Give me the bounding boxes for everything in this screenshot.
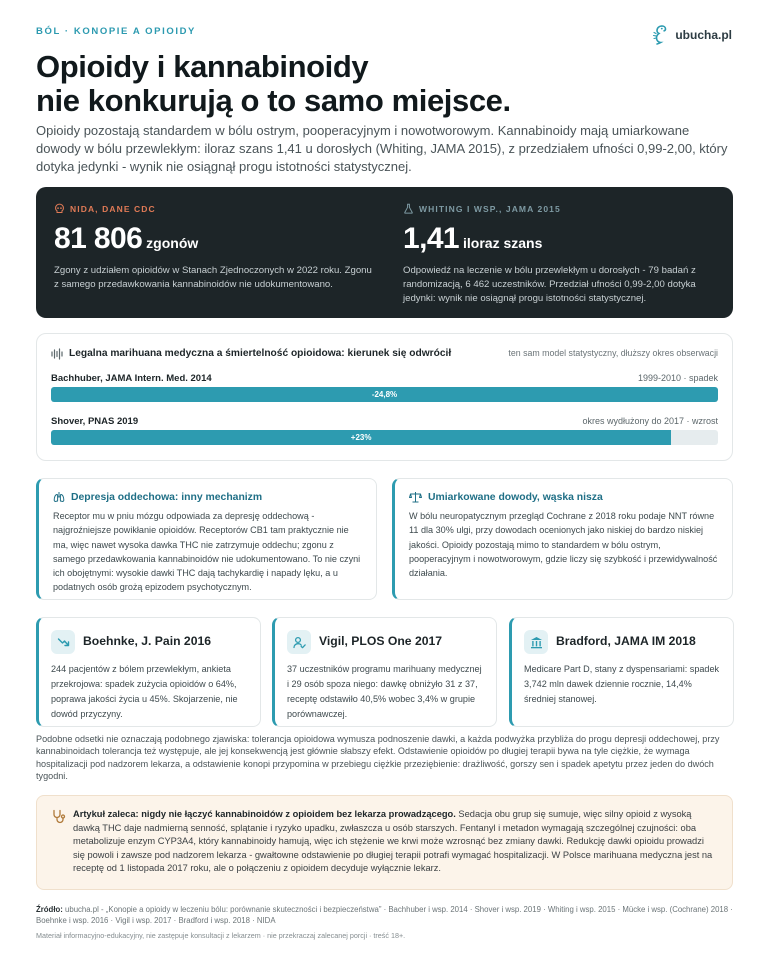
stat-unit-left: zgonów [146,235,199,251]
comparison-header [51,348,718,362]
info-title-text: Depresja oddechowa: inny mechanizm [71,491,263,503]
user-check-icon [293,636,306,649]
callout-lead: Artykuł zaleca: nigdy nie łączyć kannabinoidów z opioidem bez lekarza prowadzącego. [73,809,456,819]
info-card-respiratory [36,478,377,600]
study-card [36,617,261,727]
trend-down-icon [57,636,70,649]
brand-name: ubucha.pl [675,28,732,42]
stat-source-left [54,203,374,214]
sources [36,904,733,926]
study-icon-box [51,630,75,654]
study-icon-box [287,630,311,654]
lungs-icon [53,491,65,503]
sources-text: ubucha.pl ‑ „Konopie a opioidy w leczeniu bólu: porównanie skuteczności i bezpieczeństwa” · Bachhuber i wsp. 2014 · Shover i wsp. 2019 · Whiting i wsp. 2015 · Mücke i wsp. (Cochrane) 2018 · Boehnke i wsp. 2016 · Vigil i wsp. 2017 · Bradford i wsp. 2018 · NIDA [36,905,733,925]
stat-source-left-label: NIDA, DANE CDC [70,203,156,214]
info-title-text: Umiarkowane dowody, wąska nisza [428,491,603,503]
info-title [409,491,603,503]
stats-panel [36,187,733,318]
stat-source-right-label: WHITING I WSP., JAMA 2015 [419,203,561,214]
bar-track [51,387,718,402]
scale-icon [409,491,422,503]
study-card [509,617,734,727]
stat-unit-right: iloraz szans [463,235,543,251]
comparison-row [51,416,718,456]
study-title: Boehnke, J. Pain 2016 [83,634,212,648]
info-title [53,491,262,503]
waveform-icon [51,348,63,360]
stat-value-right [403,222,723,256]
study-body: Medicare Part D, stany z dyspensariami: spadek 3,742 mln dawek dziennie rocznie, 14,4% średniej stanowej. [524,664,720,704]
study-icon-box [524,630,548,654]
row-label: Shover, PNAS 2019 [51,416,139,427]
disclaimer: Materiał informacyjno‑edukacyjny, nie zastępuje konsultacji z lekarzem · nie przekraczaj zalecanej porcji · treść 18+. [36,931,406,940]
info-card-evidence [392,478,733,600]
stat-big-left: 81 806 [54,222,143,255]
stat-odds [403,203,723,306]
tolerance-note: Podobne odsetki nie oznaczają podobnego zjawiska: tolerancja opioidowa wymusza podnoszenie dawki, a każda podwyżka przybliża do progu depresji oddechowej, przy kannabinoidach tolerancja też występuje, ale jej konsekwencją jest głównie słabszy efekt. Odstawienie opioidów po długiej terapii bywa na tyle ciężkie, że wymaga hospitalizacji pod nadzorem lekarza, a odstawienie konopi przypomina w przebiegu ciężkie przeziębienie: drażliwość, gorszy sen i spadek apetytu przez jeden do dwóch tygodni. [36,734,720,782]
bar-value: +23% [350,433,372,442]
stat-value-left [54,222,374,256]
bar-value: -24,8% [371,390,398,399]
stat-desc-right: Odpowiedź na leczenie w bólu przewlekłym u dorosłych ‑ 79 badań z randomizacją, 6 462 uczestników. Przedział ufności 0,99‑2,00 dotyka jedynki: wynik nie osiągnął progu istotności statystycznej. [403,265,696,304]
stat-big-right: 1,41 [403,222,459,255]
bar-fill [51,430,671,445]
stethoscope-icon [51,809,67,825]
title-line-2: nie konkurują o to samo miejsce. [36,83,511,118]
brand[interactable] [651,24,732,46]
study-card [272,617,497,727]
sources-label: Źródło: [36,905,63,914]
seahorse-logo-icon [651,24,669,46]
title-line-1: Opioidy i kannabinoidy [36,49,369,84]
flask-icon [403,203,414,214]
info-body: W bólu neuropatycznym przegląd Cochrane z 2018 roku podaje NNT równe 11 dla 30% ulgi, przy dowodach ocenionych jako niskiej do bardzo niskiej jakości. Opioidy pozostają mimo to standardem w bólu ostrym, pooperacyjnym i nowotworowym, gdzie liczy się szybkość i przewidywalność działania. [409,511,718,579]
info-body: Receptor mu w pniu mózgu odpowiada za depresję oddechową ‑ najgroźniejsze powikłanie opioidów. Receptorów CB1 tam praktycznie nie ma, więc nawet wysoka dawka THC nie zatrzymuje oddechu; zgonu z samego przedawkowania kannabinoidów nie udokumentowano. To nie czyni ich obojętnymi: wysokie dawki THC dają tachykardię i napady lęku, a u podatnych osób grożą epizodem psychotycznym. [53,511,361,593]
kicker: BÓL · KONOPIE A OPIOIDY [36,26,196,37]
comparison-note: ten sam model statystyczny, dłuższy okres obserwacji [508,348,718,358]
bar-track [51,430,718,445]
skull-icon [54,203,65,214]
study-body: 244 pacjentów z bólem przewlekłym, ankieta przekrojowa: spadek zużycia opioidów o 64%, poprawa jakości życia u 45%. Skojarzenie, nie dowód przyczyny. [51,664,238,719]
row-note: 1999‑2010 · spadek [637,373,718,383]
comparison-card [36,333,733,461]
callout-body: Sedacja obu grup się sumuje, więc silny opioid z wysoką dawką THC daje nadmierną senność, splątanie i ryzyko upadku, zwłaszcza u osób starszych. Fentanyl i metadon wymagają szczególnej czujności: oba metabolizuje enzym CYP3A4, który kannabinoidy hamują, więc ich stężenie we krwi może wzrosnąć bez zmiany dawki. Redukcję dawki opioidu prowadzi się powoli i zawsze pod nadzorem lekarza ‑ gwałtowne odstawienie po długiej terapii potrafi wymagać hospitalizacji. W Polsce marihuana medyczna jest na receptę od 1 listopada 2017 roku, ale o połączeniu z opioidem decyduje wyłącznie lekarz. [73,809,713,873]
header [36,26,732,46]
row-label: Bachhuber, JAMA Intern. Med. 2014 [51,373,212,384]
stat-desc-left: Zgony z udziałem opioidów w Stanach Zjednoczonych w 2022 roku. Zgonu z samego przedawkowania kannabinoidów nie udokumentowano. [54,265,372,290]
stat-source-right [403,203,723,214]
callout-text [73,808,718,876]
study-title: Bradford, JAMA IM 2018 [556,634,696,648]
bar-fill [51,387,718,402]
comparison-title: Legalna marihuana medyczna a śmiertelność opioidowa: kierunek się odwrócił [69,348,452,359]
page-title [36,50,736,118]
lead-paragraph: Opioidy pozostają standardem w bólu ostrym, pooperacyjnym i nowotworowym. Kannabinoidy mają umiarkowane dowody w bólu przewlekłym: iloraz szans 1,41 u dorosłych (Whiting, JAMA 2015), z przedziałem ufności 0,99‑2,00, który dotyka jedynki ‑ wynik nie osiągnął progu istotności statystycznej. [36,123,728,174]
bank-icon [530,636,543,649]
stat-deaths [54,203,374,292]
row-note: okres wydłużony do 2017 · wzrost [582,416,718,426]
study-title: Vigil, PLOS One 2017 [319,634,443,648]
study-body: 37 uczestników programu marihuany medycznej i 29 osób spoza niego: dawkę obniżyło 31 z 37, receptę odstawiło 40,5% wobec 3,4% w grupie porównawczej. [287,664,482,719]
comparison-row [51,373,718,413]
warning-callout [36,795,733,890]
